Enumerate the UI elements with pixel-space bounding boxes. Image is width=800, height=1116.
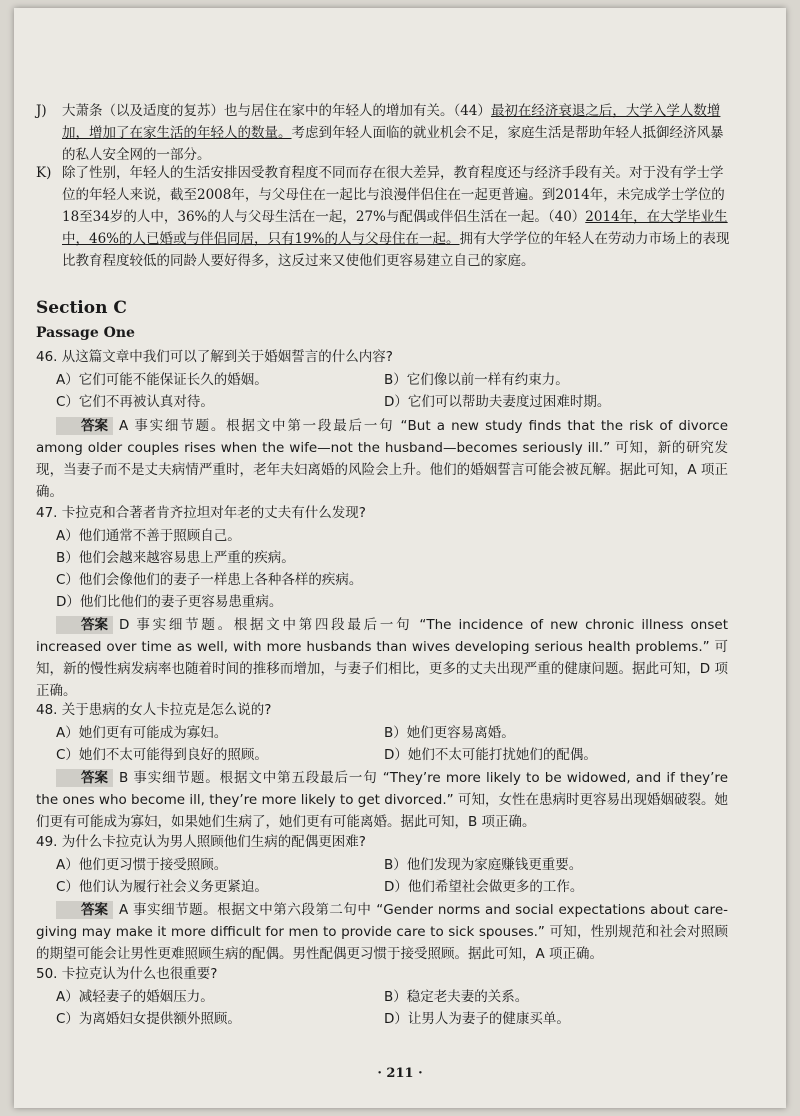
passage-title: Passage One: [36, 325, 135, 341]
option-c: C）她们不太可能得到良好的照顾。: [56, 747, 268, 763]
paragraph-tag: J): [36, 103, 47, 119]
option-c: C）为离婚妇女提供额外照顾。: [56, 1011, 241, 1027]
paragraph-text: 考虑到年轻人面临的就业机会不足，家庭生活是帮助年轻人抵御经济风暴的私人安全网的一部分。: [62, 125, 724, 163]
option-b: B）它们像以前一样有约束力。: [384, 372, 569, 388]
answer-block: [36, 767, 728, 833]
option-d: D）它们可以帮助夫妻度过困难时期。: [384, 394, 611, 410]
answer-badge: 答案: [56, 901, 113, 919]
question-stem: 46. 从这篇文章中我们可以了解到关于婚姻誓言的什么内容?: [36, 349, 393, 365]
option-b: B）他们会越来越容易患上严重的疾病。: [56, 550, 295, 566]
option-d: D）她们不太可能打扰她们的配偶。: [384, 747, 597, 763]
answer-block: [36, 899, 728, 965]
answer-block: [36, 415, 728, 503]
answer-text: A 事实细节题。根据文中第一段最后一句 “But a new study finds that the risk of divorce among older couples rises when the wife—not the husband—becomes seriously ill.” 可知，新的研究发现，当妻子而不是丈夫病情严重时，老年夫妇离婚的风险会上升。他们的婚姻誓言可能会被瓦解。据此可知，A 项正确。: [36, 418, 728, 500]
page-number: · 211 ·: [377, 1066, 423, 1081]
paragraph-tag: K): [36, 165, 52, 181]
question-stem: 49. 为什么卡拉克认为男人照顾他们生病的配偶更困难?: [36, 834, 366, 850]
paragraph-text: 除了性别，年轻人的生活安排因受教育程度不同而存在很大差异，教育程度还与经济手段有关。对于没有学士学位的年轻人来说，截至2008年，与父母住在一起比与浪漫伴侣住在一起更普遍。到2014年，未完成学士学位的18至34岁的人中，36%的人与父母生活在一起，27%与配偶或伴侣生活在一起。（40）: [62, 165, 725, 225]
question-stem: 48. 关于患病的女人卡拉克是怎么说的?: [36, 702, 272, 718]
option-a: A）他们通常不善于照顾自己。: [56, 528, 241, 544]
option-a: A）减轻妻子的婚姻压力。: [56, 989, 214, 1005]
question-stem: 47. 卡拉克和合著者肯齐拉坦对年老的丈夫有什么发现?: [36, 505, 366, 521]
option-a: A）它们可能不能保证长久的婚姻。: [56, 372, 268, 388]
answer-badge: 答案: [56, 417, 113, 435]
underlined-text: 最初在经济衰退之后，大学入学人数增加，增加了在家生活的年轻人的数量。: [62, 103, 721, 141]
paragraph-k: [36, 162, 732, 272]
option-b: B）她们更容易离婚。: [384, 725, 515, 741]
answer-badge: 答案: [56, 769, 113, 787]
option-a: A）他们更习惯于接受照顾。: [56, 857, 228, 873]
answer-text: D 事实细节题。根据文中第四段最后一句 “The incidence of new chronic illness onset increased over time as well, with more husbands than wives developing serious health problems.” 可知，新的慢性病发病率也随着时间的推移而增加，与妻子们相比，更多的丈夫出现严重的健康问题。据此可知，D 项正确。: [36, 617, 728, 699]
answer-block: [36, 614, 728, 702]
option-c: C）他们会像他们的妻子一样患上各种各样的疾病。: [56, 572, 363, 588]
answer-text: B 事实细节题。根据文中第五段最后一句 “They’re more likely to be widowed, and if they’re the ones who become ill, they’re more likely to get divorced.” 可知，女性在患病时更容易出现婚姻破裂。她们更有可能成为寡妇，如果她们生病了，她们更有可能离婚。据此可知，B 项正确。: [36, 770, 728, 830]
option-b: B）他们发现为家庭赚钱更重要。: [384, 857, 583, 873]
option-c: C）他们认为履行社会义务更紧迫。: [56, 879, 268, 895]
paragraph-j: [36, 100, 732, 166]
answer-badge: 答案: [56, 616, 113, 634]
paragraph-text: 拥有大学学位的年轻人在劳动力市场上的表现比教育程度较低的同龄人要好得多，这反过来又使他们更容易建立自己的家庭。: [62, 231, 730, 269]
option-a: A）她们更有可能成为寡妇。: [56, 725, 228, 741]
paragraph-text: 大萧条（以及适度的复苏）也与居住在家中的年轻人的增加有关。（44）: [62, 103, 491, 119]
option-d: D）让男人为妻子的健康买单。: [384, 1011, 570, 1027]
book-page: [14, 8, 786, 1108]
answer-text: A 事实细节题。根据文中第六段第二句中 “Gender norms and social expectations about care-giving may make it more difficult for men to provide care to sick spouses.” 可知，性别规范和社会对照顾的期望可能会让男性更难照顾生病的配偶。男性配偶更习惯于接受照顾。据此可知，A 项正确。: [36, 902, 728, 962]
section-title: Section C: [36, 298, 127, 318]
option-b: B）稳定老夫妻的关系。: [384, 989, 529, 1005]
option-d: D）他们比他们的妻子更容易患重病。: [56, 594, 283, 610]
option-c: C）它们不再被认真对待。: [56, 394, 214, 410]
option-d: D）他们希望社会做更多的工作。: [384, 879, 584, 895]
question-stem: 50. 卡拉克认为什么也很重要?: [36, 966, 218, 982]
underlined-text: 2014年，在大学毕业生中，46%的人已婚或与伴侣同居，只有19%的人与父母住在一起。: [62, 209, 728, 247]
